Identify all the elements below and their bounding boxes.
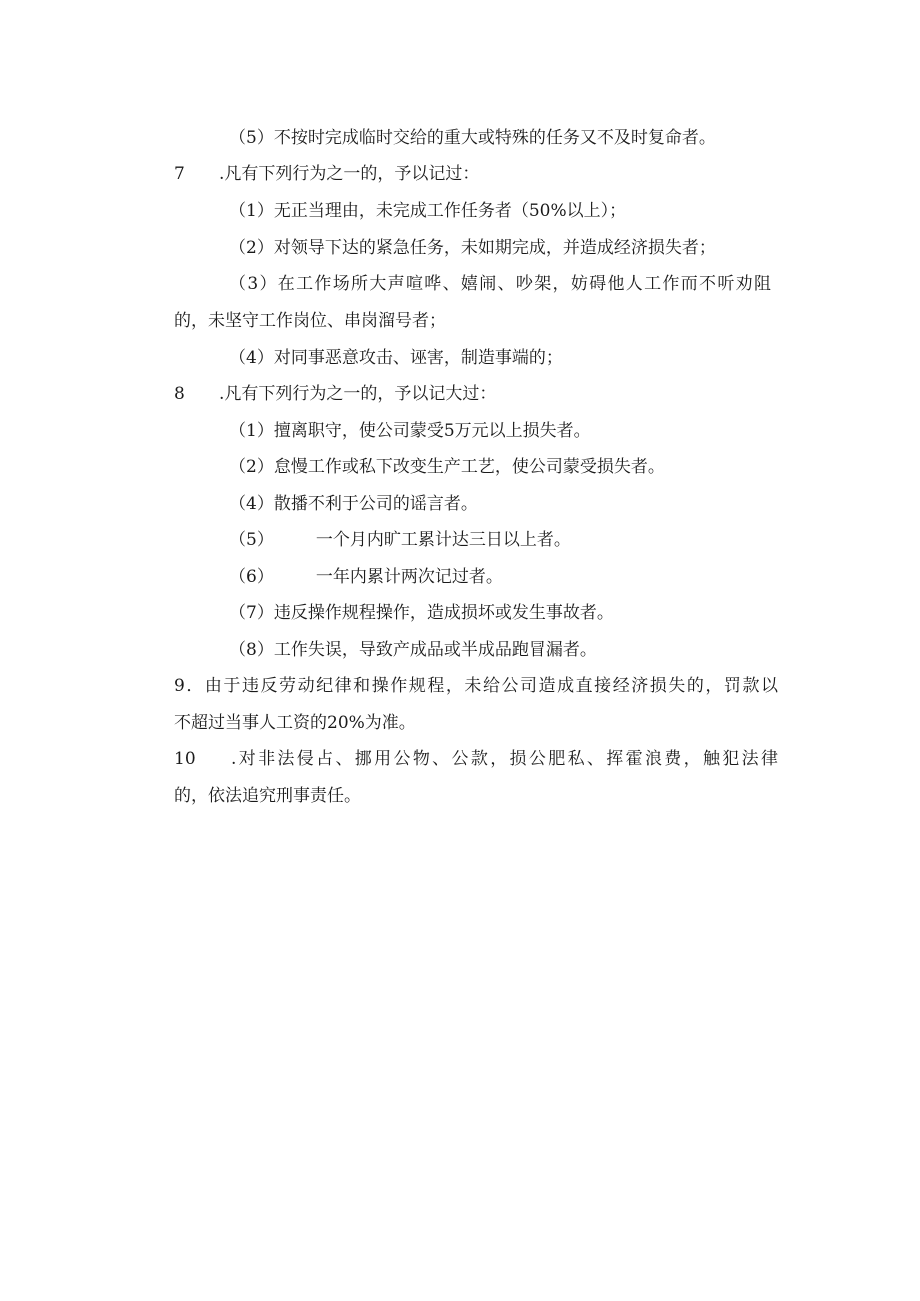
list-item: （2）对领导下达的紧急任务，未如期完成，并造成经济损失者； [229, 238, 716, 258]
text-line [229, 127, 716, 149]
list-item-number: （6） [229, 567, 274, 587]
text-line [174, 712, 416, 734]
section-paragraph-continuation: 的，依法追究刑事责任。 [174, 786, 361, 806]
text-line [229, 602, 614, 624]
list-item: （1）擅离职守，使公司蒙受5万元以上损失者。 [229, 421, 591, 441]
list-item: （2）怠慢工作或私下改变生产工艺，使公司蒙受损失者。 [229, 457, 665, 477]
text-line [229, 273, 771, 295]
text-line [174, 310, 446, 332]
text-line [229, 566, 503, 588]
text-line [229, 347, 563, 369]
list-item: （8）工作失误，导致产成品或半成品跑冒漏者。 [229, 640, 597, 660]
text-line [174, 675, 778, 697]
list-item: （3）在工作场所大声喧哗、嬉闹、吵架，妨碍他人工作而不听劝阻 [229, 274, 771, 294]
text-line [174, 383, 496, 405]
text-line [229, 639, 597, 661]
text-line [229, 456, 665, 478]
text-line [229, 420, 591, 442]
section-heading: .凡有下列行为之一的，予以记过： [219, 164, 480, 184]
section-paragraph: .对非法侵占、挪用公物、公款，损公肥私、挥霍浪费，触犯法律 [231, 749, 778, 769]
list-item: （1）无正当理由，未完成工作任务者（50%以上）； [229, 201, 627, 221]
list-item: （7）违反操作规程操作，造成损坏或发生事故者。 [229, 603, 614, 623]
list-item: （4）对同事恶意攻击、诬害，制造事端的； [229, 348, 563, 368]
section-number: 10 [174, 749, 196, 769]
list-item: 一个月内旷工累计达三日以上者。 [315, 530, 571, 550]
text-line [229, 529, 571, 551]
section-number: 7 [174, 164, 185, 184]
text-line [174, 163, 479, 185]
list-item: 一年内累计两次记过者。 [315, 567, 503, 587]
list-item: （4）散播不利于公司的谣言者。 [229, 494, 478, 514]
text-line [229, 237, 716, 259]
section-number: 8 [174, 384, 185, 404]
text-line [229, 493, 478, 515]
text-line [174, 748, 778, 770]
section-paragraph-continuation: 不超过当事人工资的20%为准。 [174, 713, 416, 733]
list-item-continuation: 的，未坚守工作岗位、串岗溜号者； [174, 311, 446, 331]
item-5-text: （5）不按时完成临时交给的重大或特殊的任务又不及时复命者。 [229, 128, 716, 148]
list-item-number: （5） [229, 530, 274, 550]
text-line [229, 200, 626, 222]
section-paragraph: 9．由于违反劳动纪律和操作规程，未给公司造成直接经济损失的，罚款以 [174, 676, 778, 696]
text-line [174, 785, 361, 807]
section-heading: .凡有下列行为之一的，予以记大过： [219, 384, 497, 404]
